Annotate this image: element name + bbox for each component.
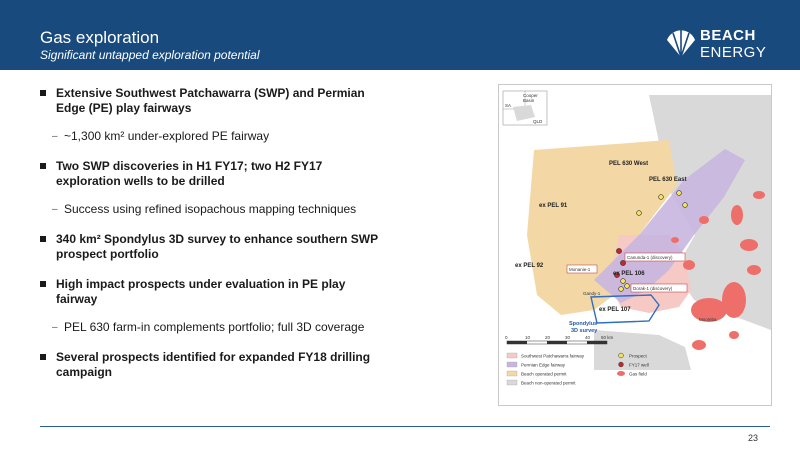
legend-beach-nonop: Beach non-operated permit bbox=[521, 380, 576, 386]
bullet-item: High impact prospects under evaluation in PE play fairway bbox=[40, 277, 390, 307]
scale-tick: 10 bbox=[525, 335, 531, 340]
label-moomba: Moomba bbox=[699, 317, 717, 322]
legend-swp: Southwest Patchawarra fairway bbox=[521, 353, 585, 359]
label-expel106: ex PEL 106 bbox=[613, 271, 645, 277]
sub-bullet-item: – PEL 630 farm-in complements portfolio; full 3D coverage bbox=[40, 320, 390, 335]
scale-tick: 30 bbox=[565, 335, 571, 340]
exploration-map bbox=[498, 84, 772, 406]
label-spondylus-3d: 3D survey bbox=[571, 328, 598, 334]
logo-text-energy: ENERGY bbox=[700, 44, 767, 61]
inset-label-sa: SA bbox=[505, 103, 512, 108]
sub-bullet-item: – Success using refined isopachous mapping techniques bbox=[40, 202, 390, 217]
label-pel630-east: PEL 630 East bbox=[649, 177, 687, 183]
logo-text-beach: BEACH bbox=[700, 27, 756, 44]
slide-title: Gas exploration bbox=[40, 28, 160, 47]
label-gandy: Gandy-1 bbox=[583, 291, 601, 296]
legend-gasfield: Gas field bbox=[629, 371, 647, 377]
bullet-list bbox=[40, 86, 390, 380]
bullet-item: Several prospects identified for expanded FY18 drilling campaign bbox=[40, 350, 390, 380]
shell-icon bbox=[664, 26, 698, 60]
label-spondylus: Spondylus bbox=[569, 321, 598, 327]
label-canunda: Canunda-1 (discovery) bbox=[627, 255, 673, 260]
sub-bullet-item: – ~1,300 km² under-explored PE fairway bbox=[40, 129, 390, 144]
legend-beach-op: Beach operated permit bbox=[521, 371, 567, 377]
label-dorak: Dorak-1 (discovery) bbox=[633, 286, 673, 291]
footer-divider bbox=[40, 426, 770, 427]
label-expel92: ex PEL 92 bbox=[515, 263, 544, 269]
bullet-item: 340 km² Spondylus 3D survey to enhance southern SWP prospect portfolio bbox=[40, 232, 390, 262]
map-canvas bbox=[499, 85, 771, 405]
label-expel91: ex PEL 91 bbox=[539, 203, 568, 209]
scale-tick: 20 bbox=[545, 335, 551, 340]
legend-pe: Permian Edge fairway bbox=[521, 362, 566, 368]
inset-label-qld: QLD bbox=[533, 119, 543, 124]
inset-label-basin: Basin bbox=[523, 98, 535, 103]
legend-fy17: FY17 well bbox=[629, 362, 649, 368]
label-monanie: Monanie-1 bbox=[569, 267, 591, 272]
beach-energy-logo bbox=[664, 26, 776, 66]
scale-tick: 0 bbox=[505, 335, 508, 340]
inset-map bbox=[503, 91, 547, 125]
label-expel107: ex PEL 107 bbox=[599, 307, 631, 313]
header-bar bbox=[0, 0, 800, 70]
label-pel630-west: PEL 630 West bbox=[609, 161, 649, 167]
bullet-item: Two SWP discoveries in H1 FY17; two H2 FY17 exploration wells to be drilled bbox=[40, 159, 390, 189]
slide-subtitle: Significant untapped exploration potential bbox=[40, 48, 260, 62]
scale-tick: 40 bbox=[585, 335, 591, 340]
page-number: 23 bbox=[748, 433, 759, 443]
scale-tick: 50 km bbox=[601, 335, 614, 340]
inset-label-cooper: Cooper bbox=[523, 93, 538, 98]
legend-prospect: Prospect bbox=[629, 353, 647, 359]
bullet-item: Extensive Southwest Patchawarra (SWP) and Permian Edge (PE) play fairways bbox=[40, 86, 390, 116]
